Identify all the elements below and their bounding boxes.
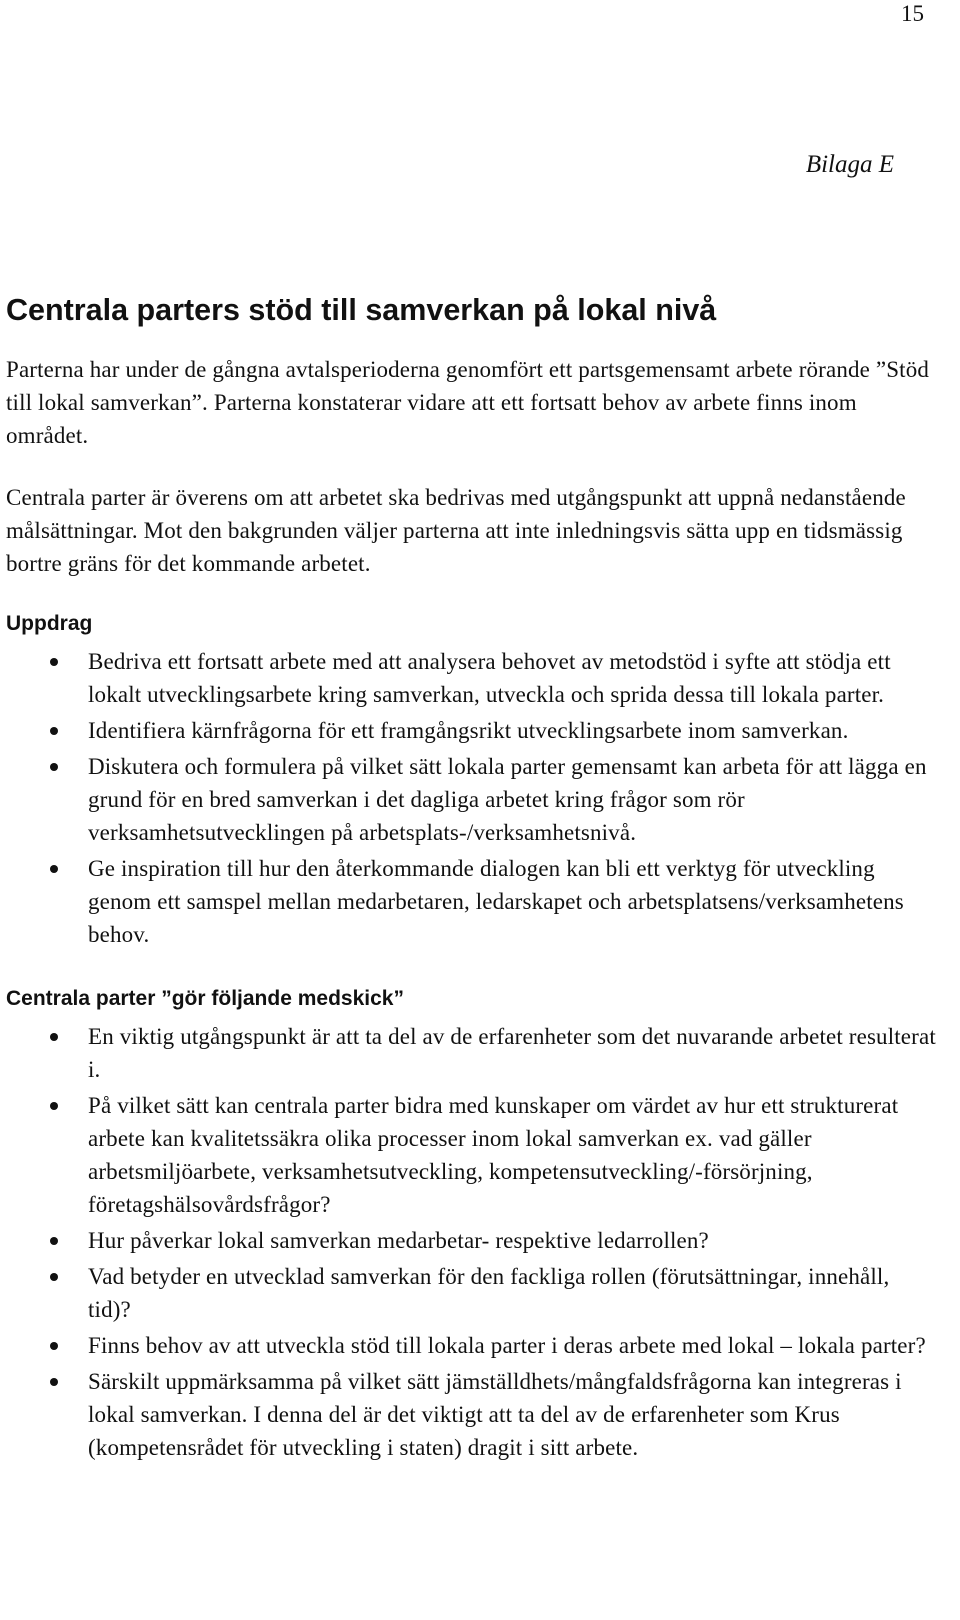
list-item-text: På vilket sätt kan centrala parter bidra med kunskaper om värdet av hur ett strukturerat arbete kan kvalitetssäkra olika processer inom lokal samverkan ex. vad gäller arbetsmiljöarbete, verksamhetsutveckling, kompetensutveckling/-försörjning, företagshälsovårdsfrågor? bbox=[88, 1093, 899, 1217]
intro-paragraph: Centrala parter är överens om att arbetet ska bedrivas med utgångspunkt att uppnå nedanstående målsättningar. Mot den bakgrunden väljer parterna att inte inledningsvis sätta upp en tidsmässig bortre gräns för det kommande arbetet. bbox=[6, 485, 906, 576]
list-item-text: Vad betyder en utvecklad samverkan för den fackliga rollen (förutsättningar, innehåll, tid)? bbox=[88, 1264, 890, 1322]
list-item-text: Identifiera kärnfrågorna för ett framgångsrikt utvecklingsarbete inom samverkan. bbox=[88, 718, 849, 743]
list-item-text: En viktig utgångspunkt är att ta del av de erfarenheter som det nuvarande arbetet resulterat i. bbox=[88, 1024, 936, 1082]
list-item-text: Hur påverkar lokal samverkan medarbetar- respektive ledarrollen? bbox=[88, 1228, 709, 1253]
intro-paragraph: Parterna har under de gångna avtalsperioderna genomfört ett partsgemensamt arbete rörande ”Stöd till lokal samverkan”. Parterna konstaterar vidare att ett fortsatt behov av arbete finns inom området. bbox=[6, 357, 930, 448]
bullet-list bbox=[6, 1020, 936, 1464]
bullet-icon bbox=[50, 1378, 58, 1386]
page-number: 15 bbox=[901, 1, 924, 26]
list-item-text: Särskilt uppmärksamma på vilket sätt jämställdhets/mångfaldsfrågorna kan integreras i lokal samverkan. I denna del är det viktigt att ta del av de erfarenheter som Krus (kompetensrådet för utveckling i staten) dragit i sitt arbete. bbox=[88, 1369, 902, 1460]
list-item-text: Finns behov av att utveckla stöd till lokala parter i deras arbete med lokal – lokala parter? bbox=[88, 1333, 926, 1358]
spacer bbox=[6, 954, 936, 984]
document-title: Centrala parters stöd till samverkan på lokal nivå bbox=[6, 293, 717, 327]
list-item bbox=[6, 750, 936, 849]
section-medskick bbox=[6, 984, 936, 1464]
bullet-icon bbox=[50, 1342, 58, 1350]
section-heading: Uppdrag bbox=[6, 612, 93, 635]
list-item bbox=[6, 645, 936, 711]
list-item bbox=[6, 1329, 936, 1362]
spacer bbox=[6, 580, 936, 609]
list-item bbox=[6, 1365, 936, 1464]
list-item-text: Ge inspiration till hur den återkommande dialogen kan bli ett verktyg för utveckling genom ett samspel mellan medarbetaren, ledarskapet och arbetsplatsens/verksamhetens behov. bbox=[88, 856, 904, 947]
bullet-icon bbox=[50, 763, 58, 771]
list-item bbox=[6, 1224, 936, 1257]
bullet-icon bbox=[50, 1102, 58, 1110]
bullet-icon bbox=[50, 865, 58, 873]
bullet-icon bbox=[50, 727, 58, 735]
bullet-list bbox=[6, 645, 936, 951]
list-item bbox=[6, 1260, 936, 1326]
section-uppdrag bbox=[6, 609, 936, 951]
bullet-icon bbox=[50, 658, 58, 666]
spacer bbox=[6, 452, 936, 481]
bullet-icon bbox=[50, 1273, 58, 1281]
document-body bbox=[6, 292, 936, 1467]
list-item-text: Diskutera och formulera på vilket sätt lokala parter gemensamt kan arbeta för att lägga en grund för en bred samverkan i det dagliga arbetet kring frågor som rör verksamhetsutvecklingen på arbetsplats-/verksamhetsnivå. bbox=[88, 754, 927, 845]
section-heading: Centrala parter ”gör följande medskick” bbox=[6, 987, 404, 1010]
list-item bbox=[6, 1020, 936, 1086]
list-item bbox=[6, 714, 936, 747]
list-item-text: Bedriva ett fortsatt arbete med att analysera behovet av metodstöd i syfte att stödja ett lokalt utvecklingsarbete kring samverkan, utveckla och sprida dessa till lokala parter. bbox=[88, 649, 891, 707]
bullet-icon bbox=[50, 1033, 58, 1041]
list-item bbox=[6, 852, 936, 951]
appendix-label: Bilaga E bbox=[805, 151, 894, 178]
list-item bbox=[6, 1089, 936, 1221]
bullet-icon bbox=[50, 1237, 58, 1245]
spacer bbox=[6, 328, 936, 353]
